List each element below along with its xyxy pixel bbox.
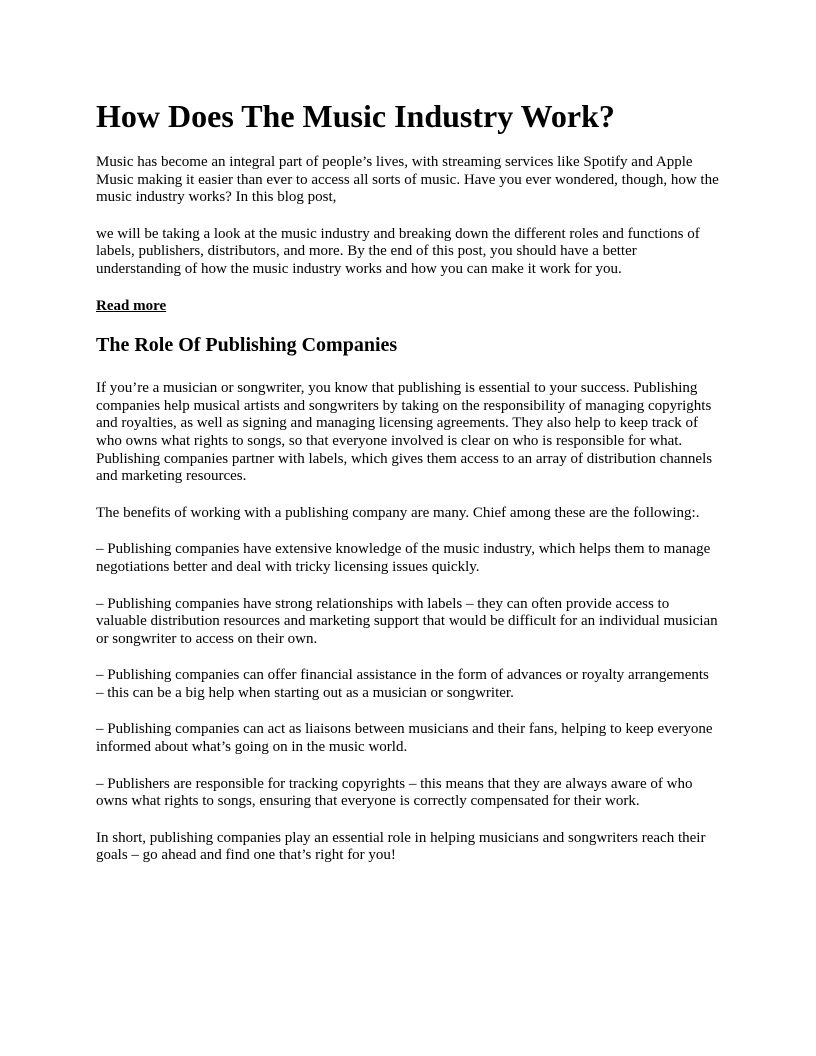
section-paragraph-1: If you’re a musician or songwriter, you know that publishing is essential to your success. Publishing companies help musical artists and songwriters by taking on the responsibility of managing copyrights and royalties, as well as signing and managing licensing agreements. They also help to keep track of who owns what rights to songs, so that everyone involved is clear on who is responsible for what. Publishing companies partner with labels, which gives them access to an array of distribution channels and marketing resources. bbox=[96, 380, 713, 485]
read-more-container bbox=[96, 298, 720, 316]
document-page bbox=[96, 96, 720, 865]
conclusion-paragraph: In short, publishing companies play an essential role in helping musicians and songwriters reach their goals – go ahead and find one that’s right for you! bbox=[96, 829, 706, 864]
intro-paragraph-2: we will be taking a look at the music industry and breaking down the different roles and functions of labels, publishers, distributors, and more. By the end of this post, you should have a better understanding of how the music industry works and how you can make it work for you. bbox=[96, 225, 700, 277]
section-paragraph-2: The benefits of working with a publishing company are many. Chief among these are the following:. bbox=[96, 504, 700, 521]
benefit-item: – Publishing companies have extensive knowledge of the music industry, which helps them to manage negotiations better and deal with tricky licensing issues quickly. bbox=[96, 541, 711, 575]
intro-paragraph-1: Music has become an integral part of people’s lives, with streaming services like Spotify and Apple Music making it easier than ever to access all sorts of music. Have you ever wondered, though, how the music industry works? In this blog post, bbox=[96, 154, 719, 206]
benefit-item: – Publishing companies can offer financial assistance in the form of advances or royalty arrangements – this can be a big help when starting out as a musician or songwriter. bbox=[96, 667, 709, 701]
read-more-link[interactable]: Read more bbox=[96, 297, 167, 314]
section-heading: The Role Of Publishing Companies bbox=[96, 334, 398, 357]
benefit-item: – Publishing companies can act as liaisons between musicians and their fans, helping to keep everyone informed about what’s going on in the music world. bbox=[96, 721, 713, 756]
page-title: How Does The Music Industry Work? bbox=[96, 98, 615, 134]
benefit-item: – Publishers are responsible for tracking copyrights – this means that they are always aware of who owns what rights to songs, ensuring that everyone is correctly compensated for their work. bbox=[96, 775, 693, 810]
benefit-item: – Publishing companies have strong relationships with labels – they can often provide access to valuable distribution resources and marketing support that would be difficult for an individual musician or songwriter to access on their own. bbox=[96, 595, 718, 647]
